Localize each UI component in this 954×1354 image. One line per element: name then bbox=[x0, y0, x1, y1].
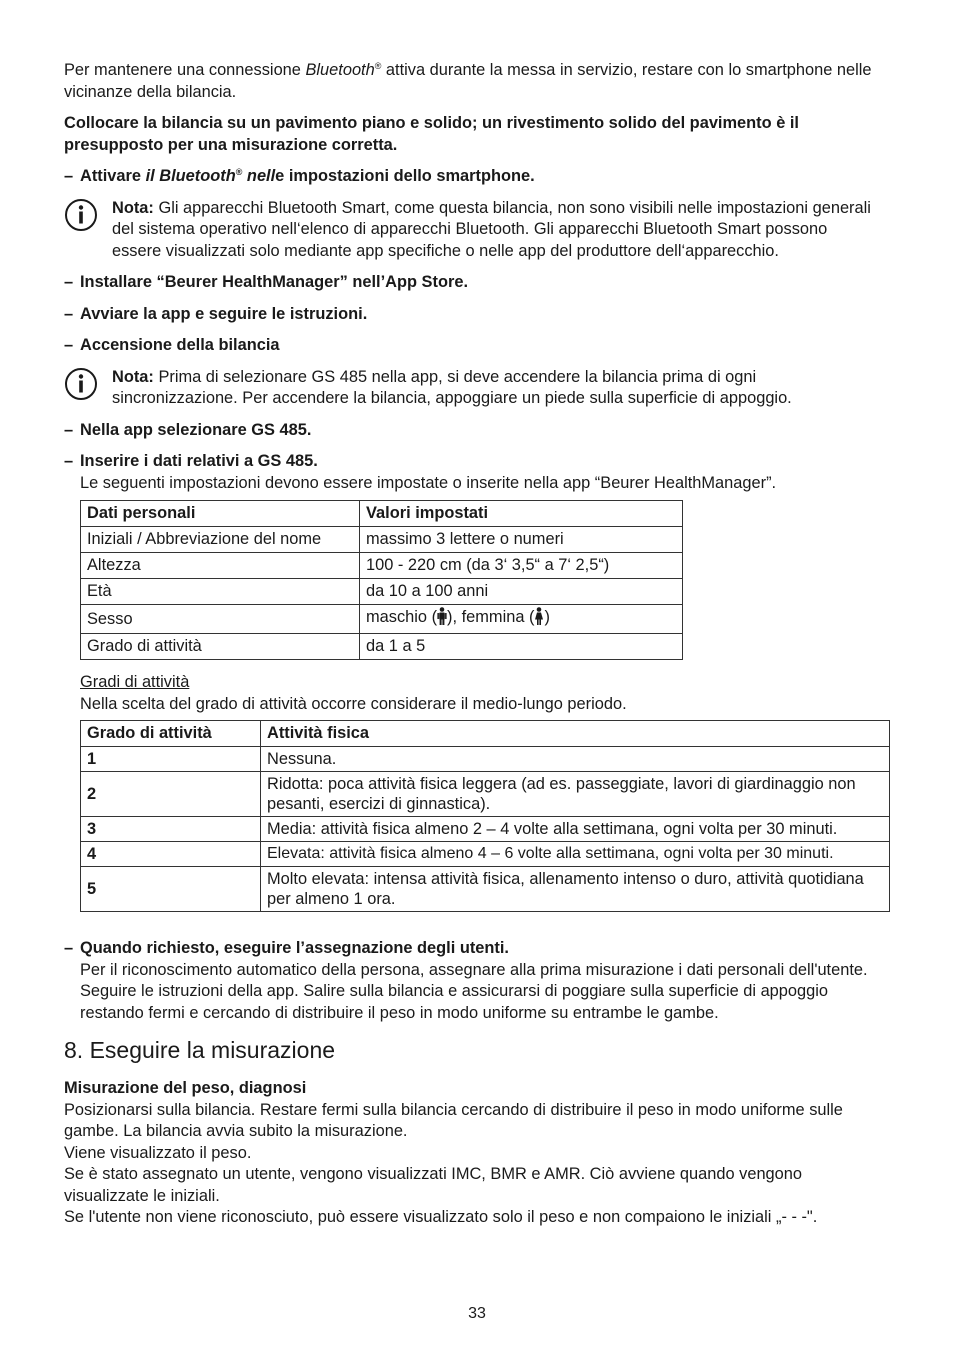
step-select-device: – Nella app selezionare GS 485. bbox=[64, 420, 312, 439]
info-icon bbox=[64, 198, 112, 263]
body-line: Posizionarsi sulla bilancia. Restare fermi sulla bilancia cercando di distribuire il peso in modo uniforme sulle gambe. La bilancia avvia subito la misurazione. bbox=[64, 1100, 843, 1140]
page-number: 33 bbox=[468, 1305, 486, 1322]
activity-levels-table bbox=[80, 720, 890, 912]
note-bluetooth-smart: Nota: Gli apparecchi Bluetooth Smart, come questa bilancia, non sono visibili nelle impostazioni generali del sistema operativo nell‘elenco di apparecchi Bluetooth. Gli apparecchi Bluetooth Smart possono essere visualizzati solo mediante app specifiche o nelle app del produttore dell‘apparecchio. bbox=[64, 198, 890, 263]
body-line: Se è stato assegnato un utente, vengono visualizzati IMC, BMR e AMR. Ciò avviene quando vengono visualizzate le iniziali. bbox=[64, 1165, 803, 1205]
activity-levels-description: Nella scelta del grado di attività occorre considerare il medio-lungo periodo. bbox=[80, 694, 627, 713]
table-row: Altezza 100 - 220 cm (da 3‘ 3,5“ a 7‘ 2,5“) bbox=[81, 553, 683, 579]
page-content bbox=[64, 60, 890, 1229]
table-row: 2 Ridotta: poca attività fisica leggera (ad es. passeggiate, lavori di giardinaggio non pesanti, esercizi di ginnastica). bbox=[81, 772, 890, 817]
section-heading: 8. Eseguire la misurazione bbox=[64, 1037, 336, 1063]
step-user-assignment: – Quando richiesto, eseguire l’assegnazione degli utenti. bbox=[64, 939, 509, 957]
personal-data-table bbox=[80, 500, 683, 660]
table-row: 5 Molto elevata: intensa attività fisica, allenamento intenso o duro, attività quotidiana per almeno 1 ora. bbox=[81, 867, 890, 912]
note-sync: Nota: Prima di selezionare GS 485 nella app, si deve accendere la bilancia prima di ogni sincronizzazione. Per accendere la bilancia, appoggiare un piede sulla superficie di appoggio. bbox=[64, 367, 890, 410]
table-header-row: Dati personali Valori impostati bbox=[81, 501, 683, 527]
step-install-app: – Installare “Beurer HealthManager” nell’App Store. bbox=[64, 273, 469, 291]
user-assignment-description: Per il riconoscimento automatico della persona, assegnare alla prima misurazione i dati personali dell'utente. Seguire le istruzioni della app. Salire sulla bilancia e assicurarsi di poggiare sulla superficie di appoggio restando fermi e cercando di distribuire il peso in modo uniforme su entrambe le gambe. bbox=[80, 960, 868, 1022]
intro-paragraph: Per mantenere una connessione Bluetooth® attiva durante la messa in servizio, restare con lo smartphone nelle vicinanze della bilancia. bbox=[64, 61, 872, 101]
section-subheading: Misurazione del peso, diagnosi bbox=[64, 1079, 307, 1097]
table-row: Sesso maschio ( ), femmina ( ) bbox=[81, 605, 683, 634]
table-row: 1 Nessuna. bbox=[81, 747, 890, 772]
activity-levels-title: Gradi di attività bbox=[80, 673, 190, 691]
body-line: Se l'utente non viene riconosciuto, può essere visualizzato solo il peso e non compaiono le iniziali „- - -". bbox=[64, 1208, 818, 1226]
table-row: 4 Elevata: attività fisica almeno 4 – 6 volte alla settimana, ogni volta per 30 minuti. bbox=[81, 842, 890, 867]
table-row: Età da 10 a 100 anni bbox=[81, 579, 683, 605]
table-row: 3 Media: attività fisica almeno 2 – 4 volte alla settimana, ogni volta per 30 minuti. bbox=[81, 817, 890, 842]
placement-instruction: Collocare la bilancia su un pavimento piano e solido; un rivestimento solido del pavimento è il presupposto per una misurazione corretta. bbox=[64, 114, 799, 154]
info-icon bbox=[64, 367, 112, 410]
step-power-on: – Accensione della bilancia bbox=[64, 336, 280, 354]
female-person-icon bbox=[534, 607, 544, 631]
step-start-app: – Avviare la app e seguire le istruzioni. bbox=[64, 304, 368, 323]
enter-data-description: Le seguenti impostazioni devono essere impostate o inserite nella app “Beurer HealthManager”. bbox=[80, 473, 777, 492]
body-line: Viene visualizzato il peso. bbox=[64, 1143, 252, 1162]
table-header-row: Grado di attività Attività fisica bbox=[81, 721, 890, 747]
step-enter-data: – Inserire i dati relativi a GS 485. bbox=[64, 452, 318, 470]
male-person-icon bbox=[437, 607, 447, 631]
table-row: Iniziali / Abbreviazione del nome massimo 3 lettere o numeri bbox=[81, 527, 683, 553]
step-activate-bluetooth: – Attivare il Bluetooth® nelle impostazioni dello smartphone. bbox=[64, 167, 535, 185]
table-row: Grado di attività da 1 a 5 bbox=[81, 634, 683, 660]
